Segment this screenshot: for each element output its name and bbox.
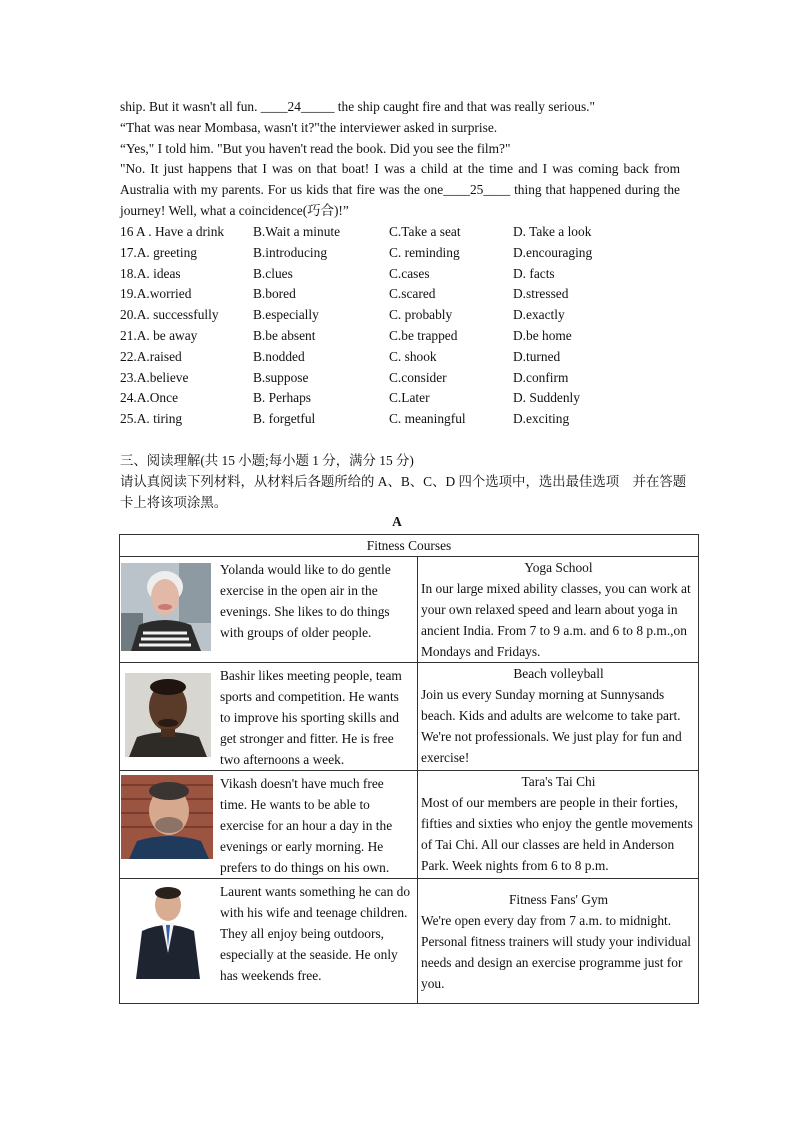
option-b: B.suppose: [253, 369, 309, 385]
option-row: [120, 264, 680, 285]
option-c: C.be trapped: [389, 327, 458, 343]
person-cell: [120, 771, 418, 879]
option-d: D.exactly: [513, 307, 565, 323]
passage-letter: A: [392, 514, 402, 529]
option-row: [120, 347, 680, 368]
option-c: C. reminding: [389, 244, 460, 260]
person-photo: [121, 775, 213, 859]
option-b: B.nodded: [253, 348, 305, 364]
passage-line: “That was near Mombasa, wasn't it?"the interviewer asked in surprise.: [120, 119, 498, 135]
course-cell: [418, 557, 699, 663]
option-c: C.scared: [389, 286, 436, 302]
option-a: 16 A . Have a drink: [120, 224, 225, 239]
option-b: B.especially: [253, 307, 319, 323]
person-cell: [120, 879, 418, 1004]
fitness-courses-table: [119, 534, 699, 1004]
option-a: 21.A. be away: [120, 327, 198, 343]
option-c: C.Take a seat: [389, 224, 461, 239]
option-d: D.turned: [513, 348, 561, 364]
option-d: D.encouraging: [513, 244, 593, 260]
person-description: Vikash doesn't have much free time. He wants to be able to exercise for an hour a day in the evenings or early morning. He prefers to do things on his own.: [220, 776, 393, 875]
option-c: C. shook: [389, 348, 437, 364]
option-b: B.clues: [253, 265, 293, 281]
passage-line: "No. It just happens that I was on that boat! I was a child at the time and I was coming back from Australia with my parents. For us kids that fire was the one____25____ thing that happened during the journey! Well, what a coincidence(巧合)!”: [120, 161, 680, 218]
option-b: B.bored: [253, 286, 296, 302]
section-heading: 三、阅读理解(共 15 小题;每小题 1 分，满分 15 分): [120, 453, 414, 468]
passage-line: “Yes," I told him. "But you haven't read the book. Did you see the film?": [120, 140, 511, 156]
option-row: [120, 305, 680, 326]
person-description: Bashir likes meeting people, team sports and competition. He wants to improve his sporting skills and get stronger and fitter. He is free two afternoons a week.: [220, 668, 402, 767]
option-a: 20.A. successfully: [120, 307, 219, 323]
reading-section: [120, 450, 690, 513]
course-description: Most of our members are people in their forties, fifties and sixties who enjoy the gentle movements of Tai Chi. All our classes are held in Anderson Park. Week nights from 6 to 8 p.m.: [421, 795, 693, 873]
option-a: 25.A. tiring: [120, 411, 183, 427]
option-row: [120, 243, 680, 264]
table-row: [120, 663, 699, 771]
option-b: B. forgetful: [253, 411, 316, 427]
course-description: Join us every Sunday morning at Sunnysands beach. Kids and adults are welcome to take part. We're not professionals. We just play for fun and exercise!: [421, 687, 682, 765]
course-cell: [418, 771, 699, 879]
option-row: [120, 388, 680, 409]
options-list: [120, 222, 680, 430]
option-c: C.cases: [389, 265, 430, 281]
course-cell: [418, 879, 699, 1004]
option-row: [120, 326, 680, 347]
course-title: Fitness Fans' Gym: [508, 892, 609, 907]
option-d: D. facts: [513, 265, 555, 281]
course-title: Yoga School: [524, 560, 593, 575]
section-instruction: 请认真阅读下列材料，从材料后各题所给的 A、B、C、D 四个选项中，选出最佳选项 并在答题卡上将该项涂黑。: [120, 474, 687, 510]
option-row: [120, 222, 680, 243]
table-row: [120, 557, 699, 663]
option-d: D.confirm: [513, 369, 569, 385]
course-cell: [418, 663, 699, 771]
option-row: [120, 284, 680, 305]
option-a: 23.A.believe: [120, 369, 189, 385]
option-b: B.be absent: [253, 327, 316, 343]
person-photo: [125, 673, 211, 757]
option-d: D.be home: [513, 327, 572, 343]
person-cell: [120, 557, 418, 663]
option-a: 19.A.worried: [120, 286, 192, 302]
option-a: 22.A.raised: [120, 348, 182, 364]
option-c: C.Later: [389, 390, 430, 406]
person-photo: [121, 563, 211, 651]
option-row: [120, 409, 680, 430]
course-description: In our large mixed ability classes, you can work at your own relaxed speed and learn about yoga in ancient India. From 7 to 9 a.m. and 6 to 8 p.m.,on Mondays and Fridays.: [421, 581, 691, 659]
option-row: [120, 368, 680, 389]
course-description: We're open every day from 7 a.m. to midnight. Personal fitness trainers will study your individual needs and design an exercise programme just for you.: [421, 913, 696, 991]
person-cell: [120, 663, 418, 771]
table-row: [120, 879, 699, 1004]
passage-text: [120, 97, 680, 222]
option-d: D.stressed: [513, 286, 569, 302]
option-b: B.Wait a minute: [253, 224, 341, 239]
table-row: [120, 771, 699, 879]
option-a: 24.A.Once: [120, 390, 179, 406]
option-c: C. meaningful: [389, 411, 466, 427]
course-title: Tara's Tai Chi: [521, 774, 596, 789]
option-c: C. probably: [389, 307, 453, 323]
person-description: Laurent wants something he can do with his wife and teenage children. They all enjoy being outdoors, especially at the seaside. He only has weekends free.: [220, 884, 411, 983]
course-title: Beach volleyball: [513, 666, 604, 681]
option-a: 17.A. greeting: [120, 244, 197, 260]
person-photo: [124, 883, 212, 979]
option-b: B. Perhaps: [253, 390, 312, 406]
option-d: D. Take a look: [513, 224, 592, 239]
table-header: Fitness Courses: [120, 535, 699, 557]
option-b: B.introducing: [253, 244, 328, 260]
option-d: D.exciting: [513, 411, 570, 427]
option-c: C.consider: [389, 369, 447, 385]
passage-line: ship. But it wasn't all fun. ____24_____ the ship caught fire and that was really serious.": [120, 99, 595, 114]
person-description: Yolanda would like to do gentle exercise in the open air in the evenings. She likes to do things with groups of older people.: [220, 562, 391, 640]
option-d: D. Suddenly: [513, 390, 580, 406]
option-a: 18.A. ideas: [120, 265, 181, 281]
